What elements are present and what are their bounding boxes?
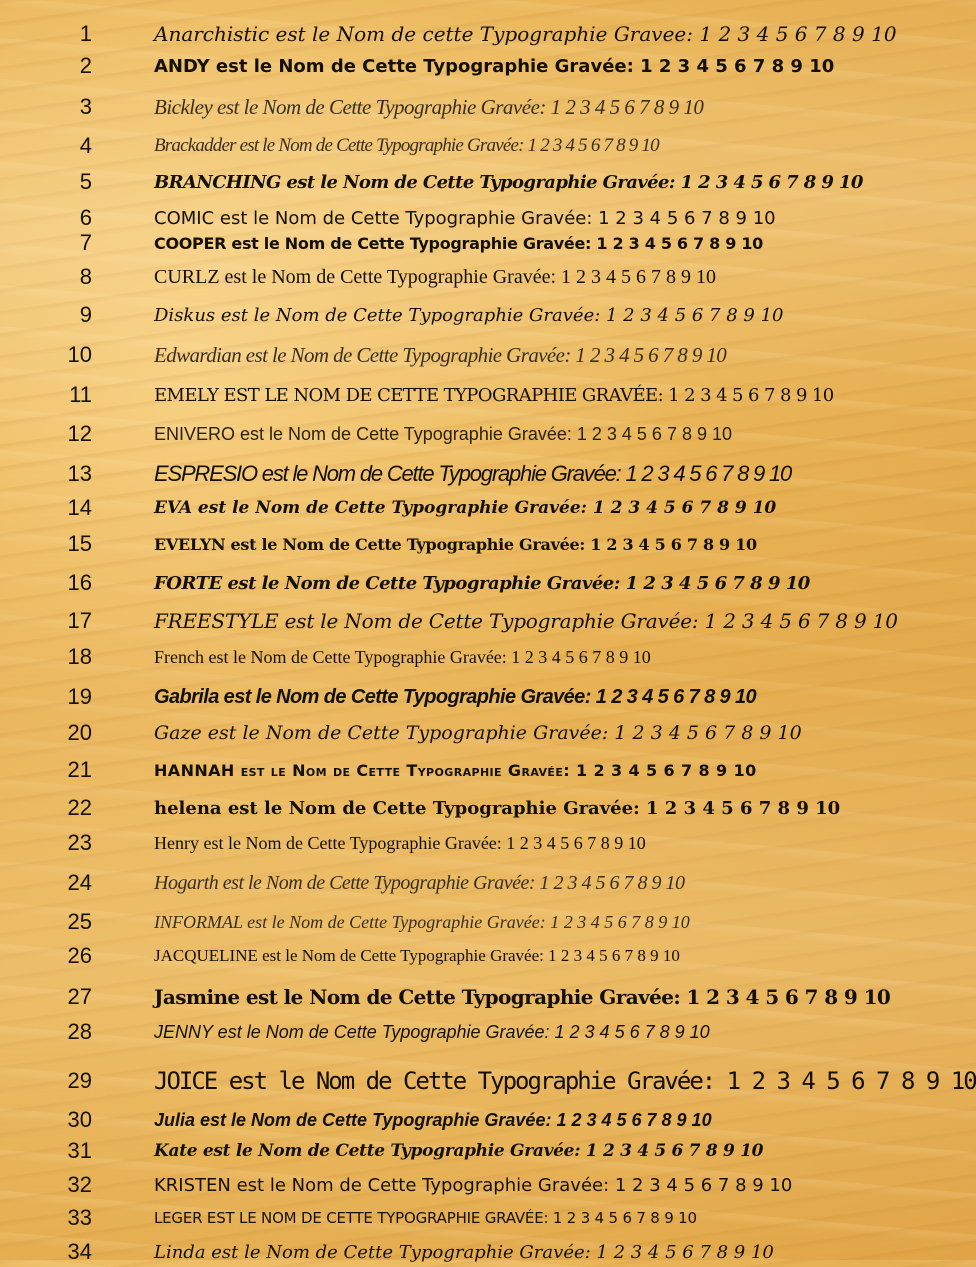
row-number: 24 (67, 870, 92, 895)
font-sample-text: Henry est le Nom de Cette Typographie Gravée: 1 2 3 4 5 6 7 8 9 10 (154, 832, 646, 853)
font-sample-text: JENNY est le Nom de Cette Typographie Gravée: 1 2 3 4 5 6 7 8 9 10 (154, 1021, 710, 1042)
font-sample-text: BRANCHING est le Nom de Cette Typographie Gravée: 1 2 3 4 5 6 7 8 9 10 (154, 171, 863, 193)
font-sample-text: INFORMAL est le Nom de Cette Typographie Gravée: 1 2 3 4 5 6 7 8 9 10 (154, 911, 690, 932)
font-sample-row (0, 682, 945, 712)
font-sample-row (0, 1205, 945, 1231)
font-sample-row (0, 130, 945, 162)
font-sample-text: Gabrila est le Nom de Cette Typographie Gravée: 1 2 3 4 5 6 7 8 9 10 (154, 685, 757, 708)
row-number: 9 (79, 302, 92, 327)
font-sample-row (0, 531, 945, 557)
font-sample-row (0, 606, 945, 636)
row-number: 1 (79, 21, 92, 46)
font-sample-text: Julia est le Nom de Cette Typographie Gravée: 1 2 3 4 5 6 7 8 9 10 (154, 1109, 712, 1130)
font-sample-text: ENIVERO est le Nom de Cette Typographie Gravée: 1 2 3 4 5 6 7 8 9 10 (154, 423, 732, 444)
font-sample-row (0, 908, 945, 936)
row-number: 28 (67, 1019, 92, 1044)
font-sample-row (0, 981, 945, 1013)
row-number: 23 (67, 830, 92, 855)
row-number: 16 (67, 570, 92, 595)
row-number: 6 (79, 205, 92, 230)
font-sample-row (0, 231, 945, 255)
row-number: 5 (79, 169, 92, 194)
font-sample-row (0, 20, 945, 48)
font-sample-row (0, 1018, 945, 1046)
font-sample-row (0, 420, 945, 448)
row-number: 26 (67, 943, 92, 968)
row-number: 14 (67, 495, 92, 520)
font-sample-text: Edwardian est le Nom de Cette Typographie Gravée: 1 2 3 4 5 6 7 8 9 10 (154, 342, 727, 367)
font-sample-text: Kate est le Nom de Cette Typographie Gravée: 1 2 3 4 5 6 7 8 9 10 (154, 1141, 764, 1161)
font-sample-row (0, 90, 945, 124)
row-number: 7 (79, 230, 92, 255)
font-sample-text: Bickley est le Nom de Cette Typographie Gravée: 1 2 3 4 5 6 7 8 9 10 (154, 94, 704, 119)
font-sample-text: COOPER est le Nom de Cette Typographie Gravée: 1 2 3 4 5 6 7 8 9 10 (154, 233, 764, 253)
font-sample-row (0, 719, 945, 747)
font-sample-row (0, 793, 945, 823)
row-number: 32 (67, 1172, 92, 1197)
font-sample-row (0, 569, 945, 597)
font-sample-row (0, 203, 945, 233)
font-sample-text: FORTE est le Nom de Cette Typographie Gravée: 1 2 3 4 5 6 7 8 9 10 (154, 572, 810, 594)
font-sample-row (0, 1062, 976, 1100)
font-sample-text: helena est le Nom de Cette Typographie Gravée: 1 2 3 4 5 6 7 8 9 10 (154, 797, 841, 819)
font-sample-text: Anarchistic est le Nom de cette Typographie Gravee: 1 2 3 4 5 6 7 8 9 10 (154, 22, 897, 46)
font-sample-text: LEGER EST LE NOM DE CETTE TYPOGRAPHIE GRAVÉE: 1 2 3 4 5 6 7 8 9 10 (154, 1209, 697, 1227)
font-sample-text: COMIC est le Nom de Cette Typographie Gravée: 1 2 3 4 5 6 7 8 9 10 (154, 207, 776, 229)
font-sample-row (0, 262, 945, 292)
row-number: 30 (67, 1107, 92, 1132)
font-sample-row (0, 1105, 945, 1135)
row-number: 11 (69, 382, 92, 407)
font-sample-text: ESPRESIO est le Nom de Cette Typographie Gravée: 1 2 3 4 5 6 7 8 9 10 (154, 461, 792, 486)
row-number: 12 (67, 421, 92, 446)
font-sample-row (0, 457, 945, 491)
row-number: 19 (67, 684, 92, 709)
font-sample-row (0, 52, 945, 80)
font-sample-row (0, 338, 945, 372)
font-sample-row (0, 167, 945, 197)
font-sample-row (0, 643, 945, 671)
font-sample-row (0, 1237, 945, 1267)
font-sample-text: HANNAH est le Nom de Cette Typographie Gravée: 1 2 3 4 5 6 7 8 9 10 (154, 760, 757, 780)
row-number: 13 (67, 461, 92, 486)
row-number: 29 (67, 1068, 92, 1093)
row-number: 20 (67, 720, 92, 745)
row-number: 18 (67, 644, 92, 669)
font-sample-row (0, 1170, 945, 1200)
font-sample-text: JACQUELINE est le Nom de Cette Typographie Gravée: 1 2 3 4 5 6 7 8 9 10 (154, 946, 680, 965)
row-number: 27 (67, 984, 92, 1009)
font-sample-text: JOICE est le Nom de Cette Typographie Gravée: 1 2 3 4 5 6 7 8 9 10 (154, 1067, 976, 1095)
font-sample-row (0, 829, 945, 857)
row-number: 8 (79, 264, 92, 289)
row-number: 15 (67, 531, 92, 556)
font-sample-row (0, 757, 945, 783)
row-number: 22 (67, 795, 92, 820)
row-number: 10 (67, 342, 92, 367)
row-number: 2 (79, 53, 92, 78)
row-number: 21 (67, 757, 92, 782)
font-sample-text: Linda est le Nom de Cette Typographie Gravée: 1 2 3 4 5 6 7 8 9 10 (154, 1241, 774, 1263)
row-number: 25 (67, 909, 92, 934)
font-sample-text: Jasmine est le Nom de Cette Typographie Gravée: 1 2 3 4 5 6 7 8 9 10 (154, 985, 891, 1009)
font-sample-row (0, 866, 945, 900)
row-number: 4 (79, 133, 92, 158)
row-number: 31 (67, 1138, 92, 1163)
font-sample-text: French est le Nom de Cette Typographie Gravée: 1 2 3 4 5 6 7 8 9 10 (154, 646, 651, 667)
font-sample-row (0, 300, 945, 330)
font-sample-text: CURLZ est le Nom de Cette Typographie Gravée: 1 2 3 4 5 6 7 8 9 10 (154, 265, 717, 288)
font-sample-row (0, 494, 945, 522)
row-number: 17 (67, 608, 92, 633)
row-number: 34 (67, 1239, 92, 1264)
font-sample-text: EVA est le Nom de Cette Typographie Gravée: 1 2 3 4 5 6 7 8 9 10 (154, 498, 777, 518)
font-sample-text: Hogarth est le Nom de Cette Typographie Gravée: 1 2 3 4 5 6 7 8 9 10 (154, 871, 685, 894)
font-sample-text: Diskus est le Nom de Cette Typographie Gravée: 1 2 3 4 5 6 7 8 9 10 (154, 304, 784, 326)
row-number: 3 (79, 94, 92, 119)
font-sample-text: EMELY EST LE NOM DE CETTE TYPOGRAPHIE GRAVÉE: 1 2 3 4 5 6 7 8 9 10 (154, 384, 834, 406)
font-sample-row (0, 942, 945, 970)
font-sample-text: EVELYN est le Nom de Cette Typographie Gravée: 1 2 3 4 5 6 7 8 9 10 (154, 534, 757, 554)
font-sample-text: KRISTEN est le Nom de Cette Typographie Gravée: 1 2 3 4 5 6 7 8 9 10 (154, 1174, 793, 1196)
font-sample-text: ANDY est le Nom de Cette Typographie Gravée: 1 2 3 4 5 6 7 8 9 10 (154, 55, 835, 77)
font-sample-text: Gaze est le Nom de Cette Typographie Gravée: 1 2 3 4 5 6 7 8 9 10 (154, 722, 802, 744)
font-sample-text: FREESTYLE est le Nom de Cette Typographie Gravée: 1 2 3 4 5 6 7 8 9 10 (154, 609, 898, 633)
font-sample-text: Brackadder est le Nom de Cette Typographie Gravée: 1 2 3 4 5 6 7 8 9 10 (154, 135, 659, 156)
font-sample-row (0, 1138, 945, 1164)
row-number: 33 (67, 1205, 92, 1230)
font-sample-row (0, 380, 945, 410)
